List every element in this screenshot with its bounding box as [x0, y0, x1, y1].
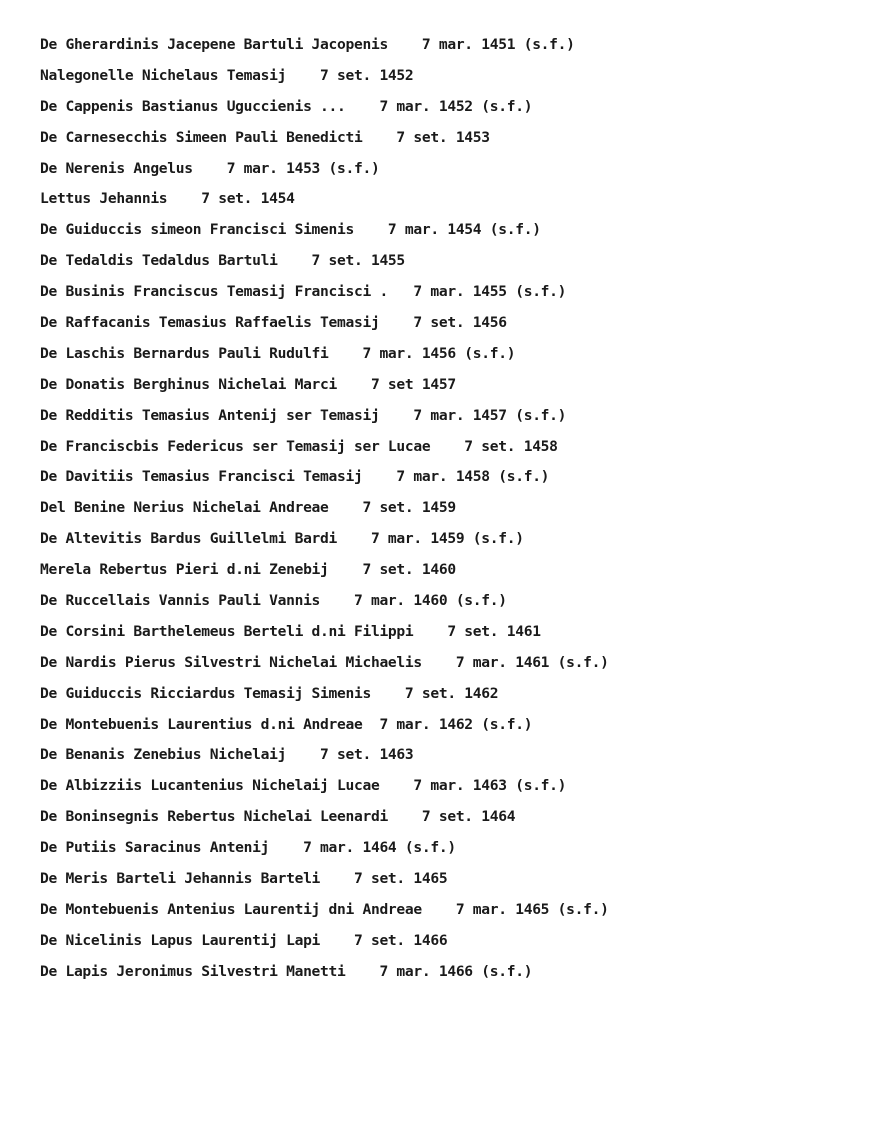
list-item: De Gherardinis Jacepene Bartuli Jacopenis 7 mar. 1451 (s.f.) — [40, 36, 575, 53]
list-item: De Benanis Zenebius Nichelaij 7 set. 1463 — [40, 746, 414, 764]
list-item: De Nerenis Angelus 7 mar. 1453 (s.f.) — [40, 159, 380, 177]
list-item: De Franciscbis Federicus ser Temasij ser Lucae 7 set. 1458 — [40, 437, 558, 455]
list-item: De Putiis Saracinus Antenij 7 mar. 1464 (s.f.) — [40, 839, 456, 857]
list-item: Merela Rebertus Pieri d.ni Zenebij 7 set. 1460 — [40, 561, 456, 579]
list-item: De Guiduccis Ricciardus Temasij Simenis 7 set. 1462 — [40, 684, 499, 702]
list-item: De Meris Barteli Jehannis Barteli 7 set. 1465 — [40, 870, 448, 888]
list-item: De Laschis Bernardus Pauli Rudulfi 7 mar. 1456 (s.f.) — [40, 344, 516, 362]
list-item: De Ruccellais Vannis Pauli Vannis 7 mar. 1460 (s.f.) — [40, 592, 507, 610]
list-item: De Carnesecchis Simeen Pauli Benedicti 7 set. 1453 — [40, 128, 490, 146]
list-item: De Guiduccis simeon Francisci Simenis 7 mar. 1454 (s.f.) — [40, 221, 541, 239]
list-item: De Montebuenis Antenius Laurentij dni Andreae 7 mar. 1465 (s.f.) — [40, 900, 609, 918]
list-item: De Nicelinis Lapus Laurentij Lapi 7 set. 1466 — [40, 931, 448, 949]
list-item: De Redditis Temasius Antenij ser Temasij 7 mar. 1457 (s.f.) — [40, 406, 567, 424]
entry-list — [40, 30, 868, 988]
list-item: Lettus Jehannis 7 set. 1454 — [40, 190, 295, 208]
list-item: De Lapis Jeronimus Silvestri Manetti 7 mar. 1466 (s.f.) — [40, 962, 533, 980]
list-item: De Raffacanis Temasius Raffaelis Temasij 7 set. 1456 — [40, 314, 507, 332]
list-item: De Nardis Pierus Silvestri Nichelai Michaelis 7 mar. 1461 (s.f.) — [40, 653, 609, 671]
list-item: De Davitiis Temasius Francisci Temasij 7 mar. 1458 (s.f.) — [40, 468, 550, 486]
list-item: De Cappenis Bastianus Uguccienis ... 7 mar. 1452 (s.f.) — [40, 97, 533, 115]
list-item: Nalegonelle Nichelaus Temasij 7 set. 1452 — [40, 66, 414, 84]
list-item: De Montebuenis Laurentius d.ni Andreae 7 mar. 1462 (s.f.) — [40, 715, 533, 733]
list-item: De Albizziis Lucantenius Nichelaij Lucae 7 mar. 1463 (s.f.) — [40, 777, 567, 795]
list-item: Del Benine Nerius Nichelai Andreae 7 set. 1459 — [40, 499, 456, 517]
list-item: De Donatis Berghinus Nichelai Marci 7 set 1457 — [40, 375, 456, 393]
list-item: De Tedaldis Tedaldus Bartuli 7 set. 1455 — [40, 252, 405, 270]
list-item: De Altevitis Bardus Guillelmi Bardi 7 mar. 1459 (s.f.) — [40, 530, 524, 548]
list-item: De Boninsegnis Rebertus Nichelai Leenardi 7 set. 1464 — [40, 808, 516, 826]
list-item: De Businis Franciscus Temasij Francisci . 7 mar. 1455 (s.f.) — [40, 283, 567, 301]
list-item: De Corsini Barthelemeus Berteli d.ni Filippi 7 set. 1461 — [40, 622, 541, 640]
